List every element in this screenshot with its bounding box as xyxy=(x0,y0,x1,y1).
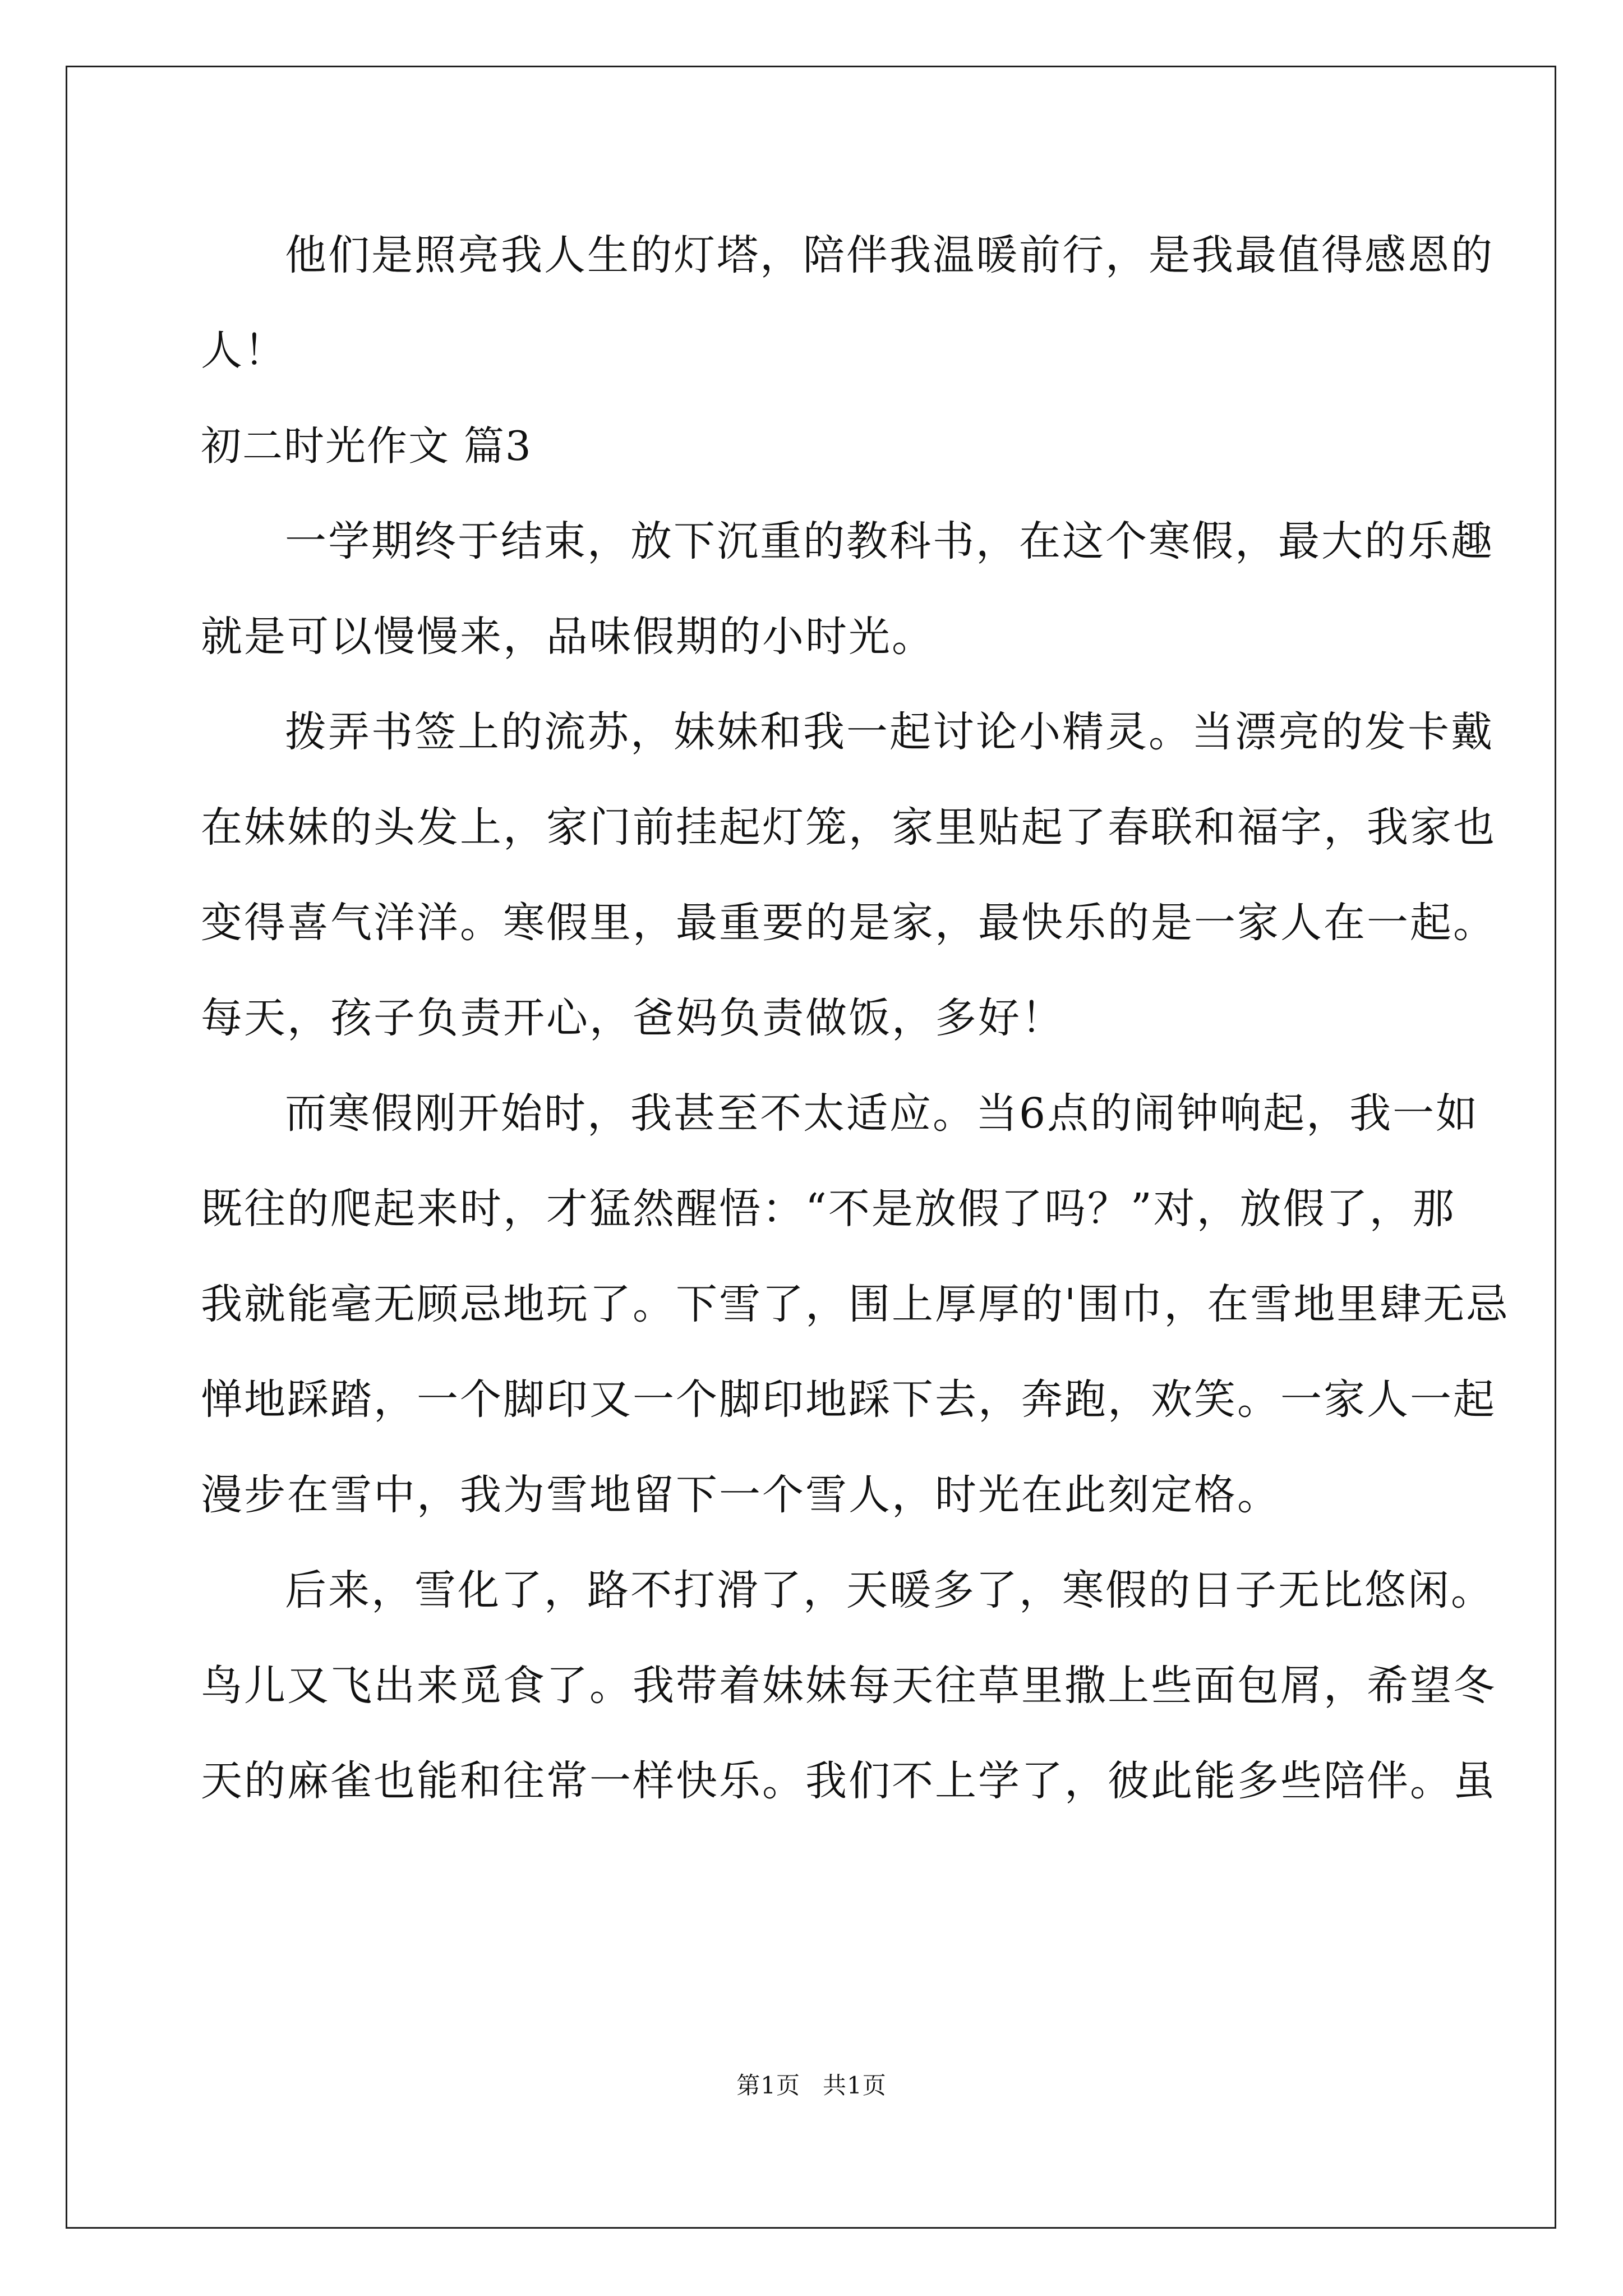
text-line: 鸟儿又飞出来觅食了。我带着妹妹每天往草里撒上些面包屑，希望冬 xyxy=(201,1662,1496,1710)
text-line: 既往的爬起来时，才猛然醒悟：“不是放假了吗？”对，放假了，那 xyxy=(201,1185,1456,1233)
text-line: 天的麻雀也能和往常一样快乐。我们不上学了，彼此能多些陪伴。虽 xyxy=(201,1757,1496,1805)
text-line: 就是可以慢慢来，品味假期的小时光。 xyxy=(201,613,935,661)
text-line: 漫步在雪中，我为雪地留下一个雪人，时光在此刻定格。 xyxy=(201,1471,1280,1519)
page-number: 第1页 xyxy=(736,2072,800,2099)
text-line: 我就能毫无顾忌地玩了。下雪了，围上厚厚的'围巾，在雪地里肆无忌 xyxy=(201,1280,1510,1328)
text-line: 在妹妹的头发上，家门前挂起灯笼，家里贴起了春联和福字，我家也 xyxy=(201,803,1496,852)
document-body xyxy=(201,208,1510,1829)
text-line: 每天，孩子负责开心，爸妈负责做饭，多好！ xyxy=(201,994,1064,1042)
page-footer xyxy=(0,2067,1623,2101)
text-line: 后来，雪化了，路不打滑了，天暖多了，寒假的日子无比悠闲。 xyxy=(285,1566,1494,1614)
page-total: 共1页 xyxy=(823,2072,887,2099)
text-line: 拨弄书签上的流苏，妹妹和我一起讨论小精灵。当漂亮的发卡戴 xyxy=(285,708,1494,756)
text-line: 他们是照亮我人生的灯塔，陪伴我温暖前行，是我最值得感恩的 xyxy=(285,231,1494,279)
text-line: 一学期终于结束，放下沉重的教科书，在这个寒假，最大的乐趣 xyxy=(285,517,1494,565)
text-line: 惮地踩踏，一个脚印又一个脚印地踩下去，奔跑，欢笑。一家人一起 xyxy=(201,1375,1496,1424)
section-heading: 初二时光作文 篇3 xyxy=(201,422,532,470)
text-line: 人！ xyxy=(201,326,287,375)
text-line: 而寒假刚开始时，我甚至不太适应。当6点的闹钟响起，我一如 xyxy=(285,1089,1479,1138)
text-line: 变得喜气洋洋。寒假里，最重要的是家，最快乐的是一家人在一起。 xyxy=(201,899,1496,947)
